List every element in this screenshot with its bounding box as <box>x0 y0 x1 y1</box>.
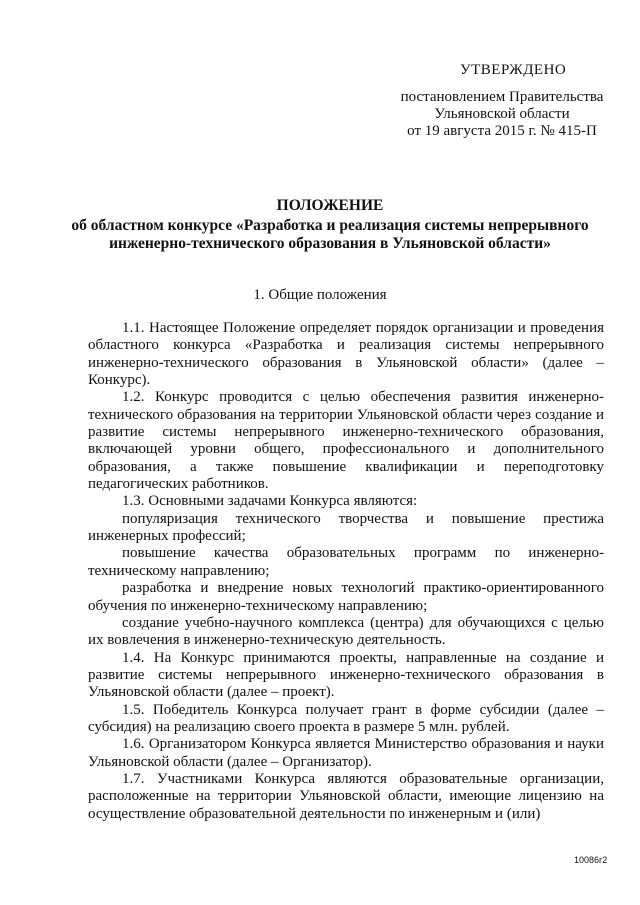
paragraph: повышение качества образовательных программ по инженерно-техническому направлению; <box>88 545 604 579</box>
paragraph: 1.4. На Конкурс принимаются проекты, направленные на создание и развитие системы непрерывного инженерно-технического образования в Ульяновской области (далее – проект). <box>88 649 604 701</box>
paragraph: 1.6. Организатором Конкурса является Министерство образования и науки Ульяновской области (далее – Организатор). <box>88 736 604 770</box>
paragraph: 1.5. Победитель Конкурса получает грант в форме субсидии (далее – субсидия) на реализацию своего проекта в размере 5 млн. рублей. <box>88 701 604 735</box>
paragraph: 1.3. Основными задачами Конкурса являются: <box>122 493 418 510</box>
resolution-line: Ульяновской области <box>434 106 570 122</box>
paragraph: 1.7. Участниками Конкурса являются образовательные организации, расположенные на территории Ульяновской области, имеющие лицензию на осуществление образовательной деятельности по инженерным и (или) <box>88 770 604 822</box>
approval-stamp-title: УТВЕРЖДЕНО <box>460 62 567 78</box>
document-subheading-line: инженерно-технического образования в Ульяновской области» <box>109 235 551 252</box>
section-body <box>88 320 604 823</box>
resolution-line: постановлением Правительства <box>400 89 604 105</box>
paragraph: 1.1. Настоящее Положение определяет порядок организации и проведения областного конкурса «Разработка и реализация системы непрерывного инженерно-технического образования в Ульяновской области» (далее – Конкурс). <box>88 320 604 389</box>
document-heading: ПОЛОЖЕНИЕ <box>276 197 384 214</box>
section-heading: 1. Общие положения <box>253 287 387 303</box>
resolution-line: от 19 августа 2015 г. № 415-П <box>407 123 597 139</box>
paragraph: популяризация технического творчества и повышение престижа инженерных профессий; <box>88 510 604 545</box>
document-subheading-line: об областном конкурсе «Разработка и реализация системы непрерывного <box>71 216 589 234</box>
document-title <box>70 197 590 254</box>
approval-resolution <box>392 89 612 140</box>
document-code: 10086г2 <box>574 855 608 865</box>
paragraph: разработка и внедрение новых технологий практико-ориентированного обучения по инженерно-техническому направлению; <box>88 580 604 614</box>
paragraph: 1.2. Конкурс проводится с целью обеспечения развития инженерно-технического образования на территории Ульяновской области через создание и развитие системы непрерывного инженерно-технического образования, включающей уровни общего, профессионального и дополнительного образования, а также повышение квалификации и переподготовку педагогических работников. <box>88 389 604 493</box>
paragraph: создание учебно-научного комплекса (центра) для обучающихся с целью их вовлечения в инженерно-техническую деятельность. <box>88 614 604 649</box>
